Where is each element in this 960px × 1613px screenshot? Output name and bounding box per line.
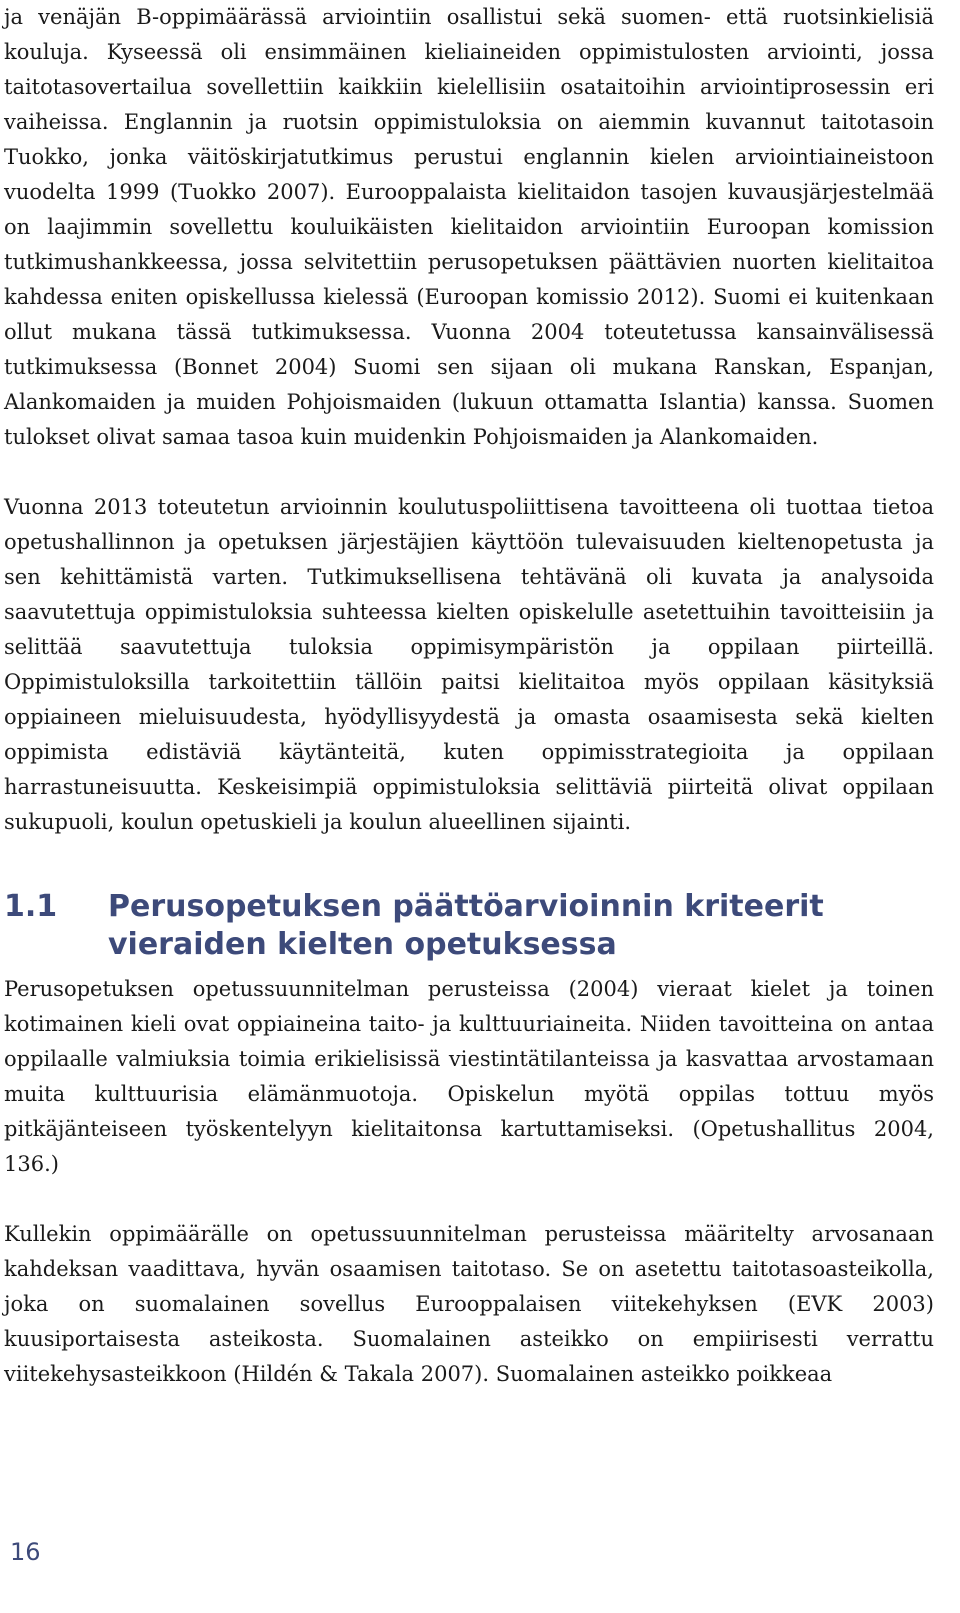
body-paragraph-1: ja venäjän B-oppimäärässä arviointiin osallistui sekä suomen- että ruotsinkielisiä kouluja. Kyseessä oli ensimmäinen kieliaineiden oppimistulosten arviointi, jossa taitotasovertailua sovellettiin kaikkiin kielellisiin osataitoihin arviointiprosessin eri vaiheissa. Englannin ja ruotsin oppimistuloksia on aiemmin kuvannut taitotasoin Tuokko, jonka väitöskirjatutkimus perustui englannin kielen arviointiaineistoon vuodelta 1999 (Tuokko 2007). Eurooppalaista kielitaidon tasojen kuvausjärjestelmää on laajimmin sovellettu kouluikäisten kielitaidon arviointiin Euroopan komission tutkimushankkeessa, jossa selvitettiin perusopetuksen päättävien nuorten kielitaitoa kahdessa eniten opiskellussa kielessä (Euroopan komissio 2012). Suomi ei kuitenkaan ollut mukana tässä tutkimuksessa. Vuonna 2004 toteutetussa kansainvälisessä tutkimuksessa (Bonnet 2004) Suomi sen sijaan oli mukana Ranskan, Espanjan, Alankomaiden ja muiden Pohjoismaiden (lukuun ottamatta Islantia) kanssa. Suomen tulokset olivat samaa tasoa kuin muidenkin Pohjoismaiden ja Alankomaiden. <box>4 5 934 449</box>
section-heading <box>4 888 934 964</box>
body-paragraph-3: Perusopetuksen opetussuunnitelman perusteissa (2004) vieraat kielet ja toinen kotimainen kieli ovat oppiaineina taito- ja kulttuuriaineita. Niiden tavoitteina on antaa oppilaalle valmiuksia toimia erikielisissä viestintätilanteissa ja kasvattaa arvostamaan muita kulttuurisia elämänmuotoja. Opiskelun myötä oppilas tottuu myös pitkäjänteiseen työskentelyyn kielitaitonsa kartuttamiseksi. (Opetushallitus 2004, 136.) <box>4 977 934 1176</box>
section-number: 1.1 <box>4 889 58 924</box>
body-paragraph-4: Kullekin oppimäärälle on opetussuunnitelman perusteissa määritelty arvosanaan kahdeksan vaadittava, hyvän osaamisen taitotaso. Se on asetettu taitotasoasteikolla, joka on suomalainen sovellus Eurooppalaisen viitekehyksen (EVK 2003) kuusiportaisesta asteikosta. Suomalainen asteikko on empiirisesti verrattu viitekehysasteikkoon (Hildén & Takala 2007). Suomalainen asteikko poikkeaa <box>4 1222 934 1386</box>
section-title: Perusopetuksen päättöarvioinnin kriteerit vieraiden kielten opetuksessa <box>108 889 824 962</box>
page-number: 16 <box>10 1538 41 1566</box>
document-page <box>4 0 934 1392</box>
body-paragraph-2: Vuonna 2013 toteutetun arvioinnin koulutuspoliittisena tavoitteena oli tuottaa tietoa opetushallinnon ja opetuksen järjestäjien käyttöön tulevaisuuden kieltenopetusta ja sen kehittämistä varten. Tutkimuksellisena tehtävänä oli kuvata ja analysoida saavutettuja oppimistuloksia suhteessa kielten opiskelulle asetettuihin tavoitteisiin ja selittää saavutettuja tuloksia oppimisympäristön ja oppilaan piirteillä. Oppimistuloksilla tarkoitettiin tällöin paitsi kielitaitoa myös oppilaan käsityksiä oppiaineen mieluisuudesta, hyödyllisyydestä ja omasta osaamisesta sekä kielten oppimista edistäviä käytänteitä, kuten oppimisstrategioita ja oppilaan harrastuneisuutta. Keskeisimpiä oppimistuloksia selittäviä piirteitä olivat oppilaan sukupuoli, koulun opetuskieli ja koulun alueellinen sijainti. <box>4 495 934 834</box>
